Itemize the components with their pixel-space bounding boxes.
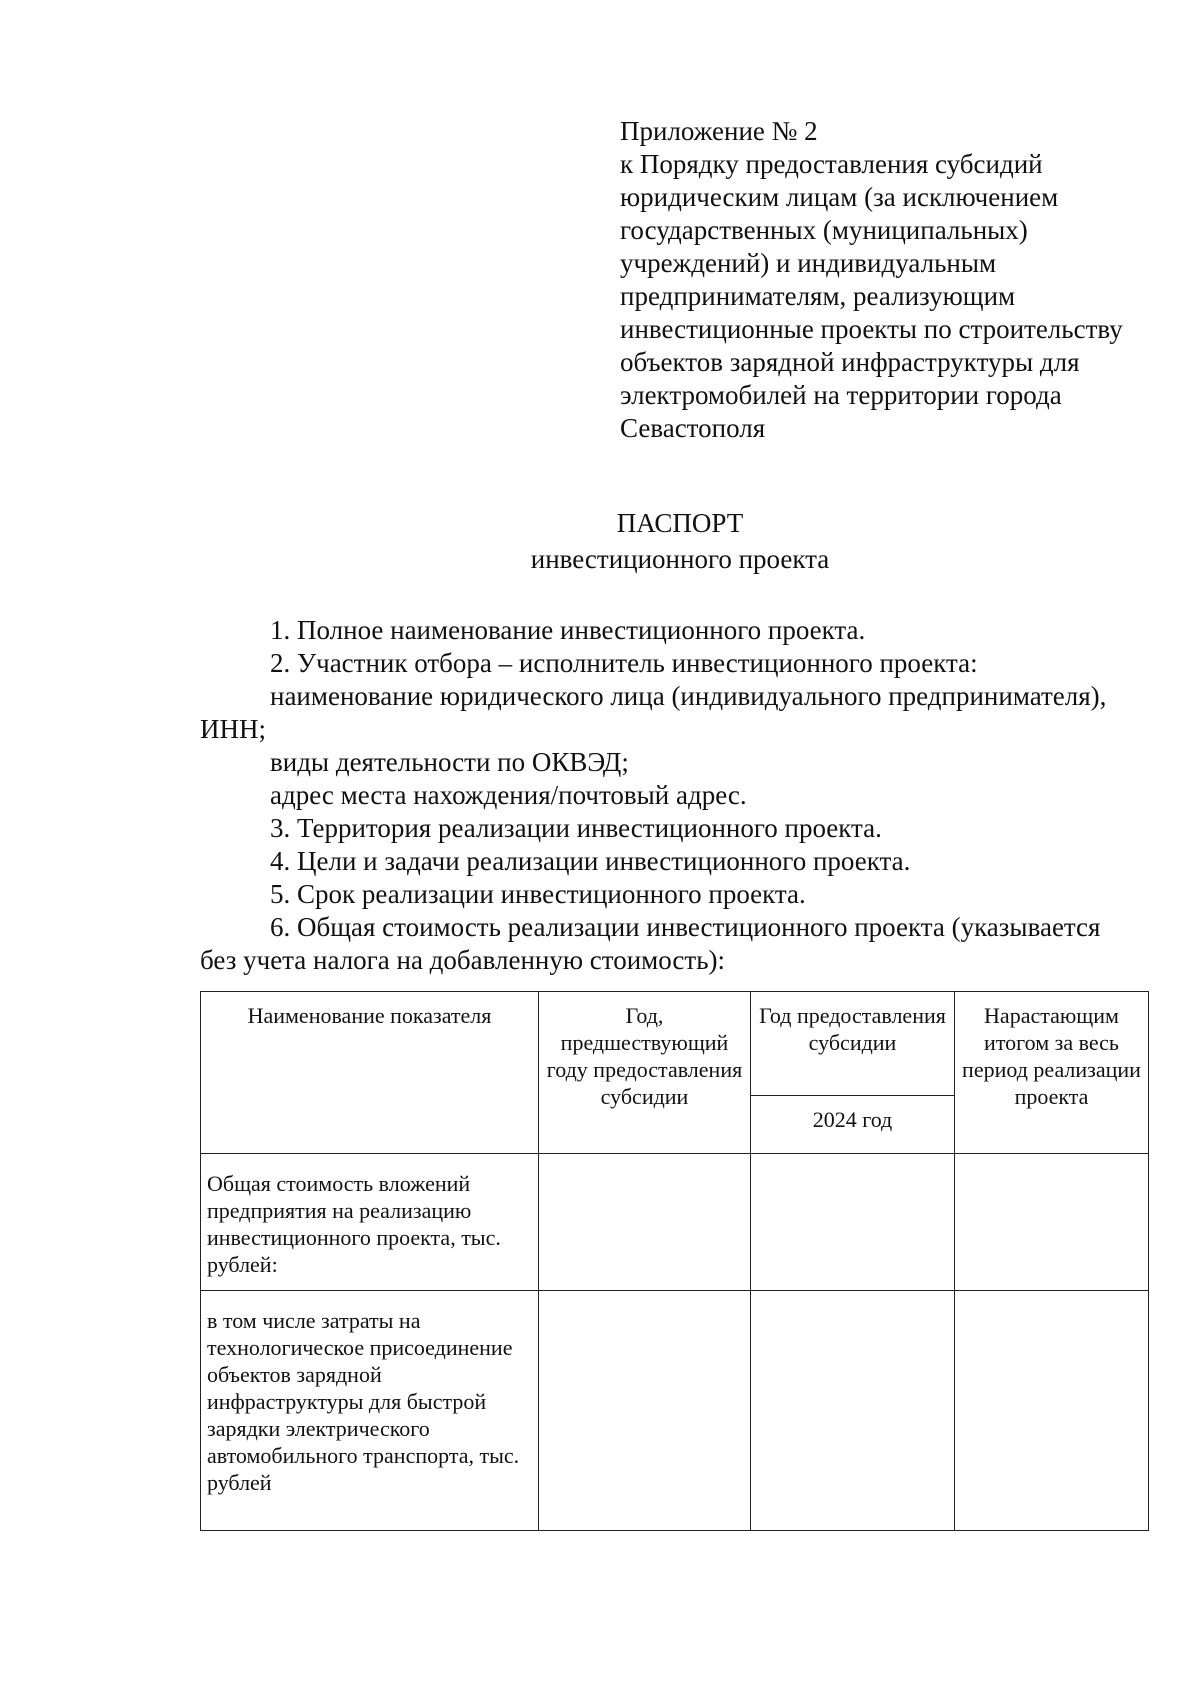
paragraph: адрес места нахождения/почтовый адрес. xyxy=(270,780,747,810)
appendix-line: Севастополя xyxy=(620,413,766,443)
paragraph: 5. Срок реализации инвестиционного проекта. xyxy=(270,879,806,909)
paragraph: 6. Общая стоимость реализации инвестиционного проекта (указывается xyxy=(270,912,1101,942)
document-subtitle: инвестиционного проекта xyxy=(530,544,830,574)
appendix-line: государственных (муниципальных) xyxy=(620,215,1028,245)
paragraph: виды деятельности по ОКВЭД; xyxy=(270,747,629,777)
appendix-block xyxy=(620,115,1180,445)
table-cell xyxy=(955,1291,1149,1531)
appendix-line: юридическим лицам (за исключением xyxy=(620,182,1059,212)
appendix-line: электромобилей на территории города xyxy=(620,380,1062,410)
appendix-line: инвестиционные проекты по строительству xyxy=(620,314,1123,344)
table-row xyxy=(201,1154,1149,1291)
paragraph: 2. Участник отбора – исполнитель инвестиционного проекта: xyxy=(270,648,978,678)
row-label: в том числе затраты на технологическое присоединение объектов зарядной инфраструктуры для быстрой зарядки электрического автомобильного транспорта, тыс. рублей xyxy=(201,1291,539,1531)
table-row xyxy=(201,1291,1149,1531)
appendix-line: объектов зарядной инфраструктуры для xyxy=(620,347,1080,377)
paragraph: 3. Территория реализации инвестиционного проекта. xyxy=(270,813,882,843)
table-cell xyxy=(539,1154,751,1291)
document-title: ПАСПОРТ xyxy=(616,508,744,538)
header-cumulative: Нарастающим итогом за весь период реализации проекта xyxy=(955,992,1149,1154)
table-cell xyxy=(539,1291,751,1531)
appendix-line: Приложение № 2 xyxy=(620,116,818,146)
table-cell xyxy=(751,1154,955,1291)
cost-table xyxy=(200,991,1149,1531)
appendix-line: предпринимателям, реализующим xyxy=(620,281,1016,311)
header-subsidy-year-value: 2024 год xyxy=(751,1096,955,1154)
table-cell xyxy=(955,1154,1149,1291)
table-header-row xyxy=(201,992,1149,1096)
paragraph: наименование юридического лица (индивидуального предпринимателя), xyxy=(270,681,1107,711)
header-subsidy-year: Год предоставления субсидии xyxy=(751,992,955,1096)
header-previous-year: Год, предшествующий году предоставления субсидии xyxy=(539,992,751,1154)
paragraph: 4. Цели и задачи реализации инвестиционного проекта. xyxy=(270,846,911,876)
row-label: Общая стоимость вложений предприятия на реализацию инвестиционного проекта, тыс. рублей: xyxy=(201,1154,539,1291)
table-cell xyxy=(751,1291,955,1531)
paragraph: ИНН; xyxy=(200,714,266,744)
appendix-line: учреждений) и индивидуальным xyxy=(620,248,997,278)
paragraph: без учета налога на добавленную стоимость): xyxy=(200,945,726,975)
appendix-line: к Порядку предоставления субсидий xyxy=(620,149,1043,179)
header-indicator: Наименование показателя xyxy=(201,992,539,1154)
paragraph: 1. Полное наименование инвестиционного проекта. xyxy=(270,615,866,645)
